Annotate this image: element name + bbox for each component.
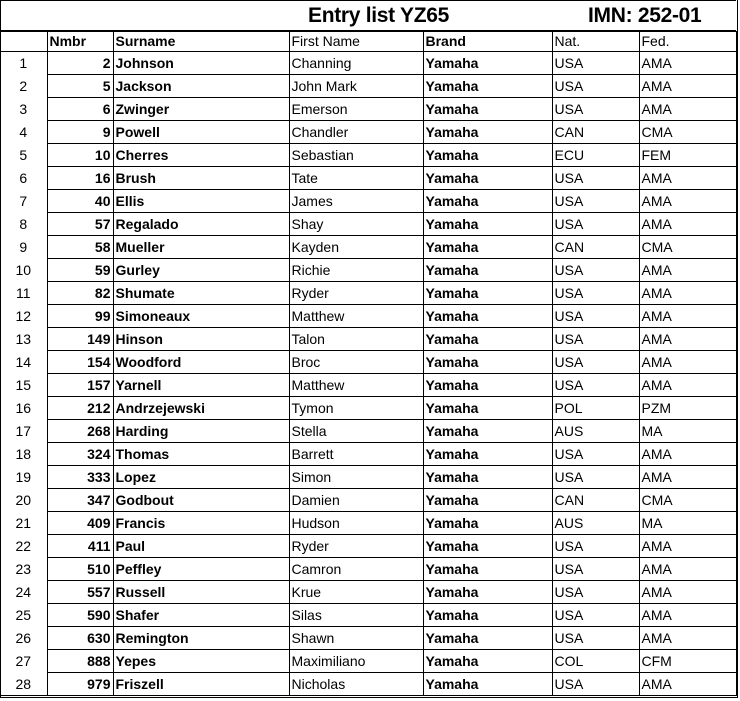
cell-first-name: Stella <box>289 420 423 443</box>
table-row <box>0 282 736 305</box>
table-row <box>0 535 736 558</box>
cell-rider-number: 57 <box>47 213 113 236</box>
cell-first-name: Damien <box>289 489 423 512</box>
cell-federation: AMA <box>639 443 736 466</box>
cell-surname: Ellis <box>113 190 289 213</box>
column-header-first-name: First Name <box>289 31 423 52</box>
cell-first-name: Nicholas <box>289 673 423 696</box>
cell-row-index: 14 <box>0 351 47 374</box>
table-row <box>0 604 736 627</box>
cell-nationality: USA <box>552 190 639 213</box>
cell-row-index: 22 <box>0 535 47 558</box>
cell-surname: Hinson <box>113 328 289 351</box>
cell-rider-number: 324 <box>47 443 113 466</box>
page-title: Entry list YZ65 <box>308 4 450 27</box>
cell-nationality: USA <box>552 443 639 466</box>
table-row <box>0 75 736 98</box>
cell-first-name: Silas <box>289 604 423 627</box>
cell-brand: Yamaha <box>423 604 552 627</box>
cell-row-index: 8 <box>0 213 47 236</box>
column-header-index <box>0 31 47 52</box>
cell-row-index: 5 <box>0 144 47 167</box>
cell-surname: Peffley <box>113 558 289 581</box>
cell-row-index: 6 <box>0 167 47 190</box>
cell-brand: Yamaha <box>423 489 552 512</box>
cell-first-name: Camron <box>289 558 423 581</box>
cell-federation: AMA <box>639 328 736 351</box>
cell-federation: PZM <box>639 397 736 420</box>
cell-federation: AMA <box>639 305 736 328</box>
cell-first-name: Richie <box>289 259 423 282</box>
cell-brand: Yamaha <box>423 259 552 282</box>
cell-brand: Yamaha <box>423 213 552 236</box>
cell-brand: Yamaha <box>423 75 552 98</box>
cell-brand: Yamaha <box>423 650 552 673</box>
cell-rider-number: 149 <box>47 328 113 351</box>
cell-nationality: USA <box>552 98 639 121</box>
cell-federation: AMA <box>639 213 736 236</box>
cell-federation: AMA <box>639 535 736 558</box>
cell-row-index: 15 <box>0 374 47 397</box>
cell-nationality: USA <box>552 535 639 558</box>
cell-rider-number: 212 <box>47 397 113 420</box>
cell-rider-number: 333 <box>47 466 113 489</box>
cell-row-index: 10 <box>0 259 47 282</box>
cell-first-name: Sebastian <box>289 144 423 167</box>
cell-nationality: AUS <box>552 512 639 535</box>
cell-row-index: 20 <box>0 489 47 512</box>
cell-first-name: Matthew <box>289 305 423 328</box>
column-header-nationality: Nat. <box>552 31 639 52</box>
cell-first-name: Maximiliano <box>289 650 423 673</box>
cell-nationality: USA <box>552 213 639 236</box>
table-row <box>0 351 736 374</box>
cell-nationality: USA <box>552 282 639 305</box>
cell-surname: Thomas <box>113 443 289 466</box>
cell-row-index: 21 <box>0 512 47 535</box>
cell-federation: AMA <box>639 259 736 282</box>
cell-nationality: USA <box>552 604 639 627</box>
cell-surname: Lopez <box>113 466 289 489</box>
table-row <box>0 673 736 696</box>
table-row <box>0 581 736 604</box>
cell-federation: AMA <box>639 282 736 305</box>
cell-row-index: 4 <box>0 121 47 144</box>
cell-row-index: 19 <box>0 466 47 489</box>
cell-brand: Yamaha <box>423 443 552 466</box>
cell-row-index: 18 <box>0 443 47 466</box>
cell-federation: AMA <box>639 374 736 397</box>
cell-surname: Brush <box>113 167 289 190</box>
cell-row-index: 1 <box>0 52 47 75</box>
cell-row-index: 27 <box>0 650 47 673</box>
cell-brand: Yamaha <box>423 52 552 75</box>
table-row <box>0 374 736 397</box>
cell-nationality: CAN <box>552 236 639 259</box>
cell-row-index: 13 <box>0 328 47 351</box>
cell-rider-number: 590 <box>47 604 113 627</box>
cell-rider-number: 979 <box>47 673 113 696</box>
cell-brand: Yamaha <box>423 512 552 535</box>
cell-brand: Yamaha <box>423 420 552 443</box>
cell-surname: Godbout <box>113 489 289 512</box>
cell-first-name: Ryder <box>289 535 423 558</box>
cell-nationality: USA <box>552 466 639 489</box>
cell-surname: Paul <box>113 535 289 558</box>
cell-brand: Yamaha <box>423 305 552 328</box>
cell-surname: Simoneaux <box>113 305 289 328</box>
table-row <box>0 259 736 282</box>
cell-first-name: Emerson <box>289 98 423 121</box>
cell-surname: Shafer <box>113 604 289 627</box>
cell-surname: Harding <box>113 420 289 443</box>
cell-nationality: USA <box>552 167 639 190</box>
cell-rider-number: 40 <box>47 190 113 213</box>
cell-brand: Yamaha <box>423 627 552 650</box>
table-row <box>0 397 736 420</box>
table-row <box>0 558 736 581</box>
cell-federation: MA <box>639 420 736 443</box>
cell-nationality: USA <box>552 75 639 98</box>
cell-row-index: 3 <box>0 98 47 121</box>
cell-rider-number: 347 <box>47 489 113 512</box>
cell-first-name: Shay <box>289 213 423 236</box>
cell-rider-number: 2 <box>47 52 113 75</box>
table-row <box>0 443 736 466</box>
cell-brand: Yamaha <box>423 328 552 351</box>
cell-rider-number: 59 <box>47 259 113 282</box>
cell-surname: Francis <box>113 512 289 535</box>
cell-row-index: 11 <box>0 282 47 305</box>
cell-first-name: Hudson <box>289 512 423 535</box>
cell-federation: AMA <box>639 98 736 121</box>
cell-surname: Russell <box>113 581 289 604</box>
cell-federation: AMA <box>639 558 736 581</box>
table-header-row <box>0 31 736 52</box>
imn-number: IMN: 252-01 <box>588 4 702 27</box>
cell-brand: Yamaha <box>423 581 552 604</box>
cell-first-name: Kayden <box>289 236 423 259</box>
cell-surname: Regalado <box>113 213 289 236</box>
cell-brand: Yamaha <box>423 144 552 167</box>
cell-nationality: USA <box>552 581 639 604</box>
table-row <box>0 328 736 351</box>
table-row <box>0 121 736 144</box>
table-row <box>0 236 736 259</box>
cell-surname: Remington <box>113 627 289 650</box>
cell-first-name: Barrett <box>289 443 423 466</box>
cell-rider-number: 268 <box>47 420 113 443</box>
cell-row-index: 26 <box>0 627 47 650</box>
cell-rider-number: 888 <box>47 650 113 673</box>
cell-brand: Yamaha <box>423 121 552 144</box>
cell-first-name: Krue <box>289 581 423 604</box>
cell-nationality: AUS <box>552 420 639 443</box>
cell-brand: Yamaha <box>423 167 552 190</box>
cell-row-index: 12 <box>0 305 47 328</box>
cell-federation: CMA <box>639 121 736 144</box>
cell-brand: Yamaha <box>423 190 552 213</box>
cell-surname: Gurley <box>113 259 289 282</box>
cell-surname: Cherres <box>113 144 289 167</box>
cell-row-index: 2 <box>0 75 47 98</box>
cell-row-index: 23 <box>0 558 47 581</box>
cell-surname: Shumate <box>113 282 289 305</box>
cell-rider-number: 557 <box>47 581 113 604</box>
column-header-brand: Brand <box>423 31 552 52</box>
cell-brand: Yamaha <box>423 558 552 581</box>
cell-federation: AMA <box>639 190 736 213</box>
cell-brand: Yamaha <box>423 397 552 420</box>
cell-rider-number: 9 <box>47 121 113 144</box>
table-row <box>0 420 736 443</box>
cell-first-name: James <box>289 190 423 213</box>
cell-nationality: USA <box>552 52 639 75</box>
table-row <box>0 305 736 328</box>
cell-row-index: 17 <box>0 420 47 443</box>
cell-row-index: 25 <box>0 604 47 627</box>
cell-rider-number: 5 <box>47 75 113 98</box>
cell-rider-number: 411 <box>47 535 113 558</box>
cell-brand: Yamaha <box>423 374 552 397</box>
cell-first-name: Ryder <box>289 282 423 305</box>
cell-brand: Yamaha <box>423 351 552 374</box>
cell-first-name: Channing <box>289 52 423 75</box>
cell-federation: FEM <box>639 144 736 167</box>
cell-federation: CFM <box>639 650 736 673</box>
cell-first-name: Tymon <box>289 397 423 420</box>
cell-row-index: 9 <box>0 236 47 259</box>
cell-first-name: Broc <box>289 351 423 374</box>
cell-rider-number: 99 <box>47 305 113 328</box>
cell-surname: Andrzejewski <box>113 397 289 420</box>
cell-rider-number: 6 <box>47 98 113 121</box>
cell-surname: Zwinger <box>113 98 289 121</box>
column-header-number: Nmbr <box>47 31 113 52</box>
cell-rider-number: 630 <box>47 627 113 650</box>
cell-federation: AMA <box>639 52 736 75</box>
cell-surname: Woodford <box>113 351 289 374</box>
table-row <box>0 489 736 512</box>
cell-surname: Yepes <box>113 650 289 673</box>
cell-rider-number: 510 <box>47 558 113 581</box>
cell-row-index: 7 <box>0 190 47 213</box>
cell-nationality: CAN <box>552 121 639 144</box>
cell-first-name: John Mark <box>289 75 423 98</box>
cell-nationality: CAN <box>552 489 639 512</box>
cell-row-index: 24 <box>0 581 47 604</box>
cell-surname: Mueller <box>113 236 289 259</box>
cell-nationality: USA <box>552 558 639 581</box>
cell-surname: Jackson <box>113 75 289 98</box>
cell-federation: CMA <box>639 236 736 259</box>
cell-first-name: Tate <box>289 167 423 190</box>
cell-federation: MA <box>639 512 736 535</box>
cell-first-name: Matthew <box>289 374 423 397</box>
cell-nationality: USA <box>552 305 639 328</box>
cell-nationality: USA <box>552 259 639 282</box>
cell-federation: AMA <box>639 604 736 627</box>
cell-nationality: USA <box>552 374 639 397</box>
table-row <box>0 190 736 213</box>
cell-rider-number: 10 <box>47 144 113 167</box>
cell-federation: AMA <box>639 167 736 190</box>
table-row <box>0 144 736 167</box>
cell-first-name: Simon <box>289 466 423 489</box>
table-row <box>0 512 736 535</box>
cell-rider-number: 58 <box>47 236 113 259</box>
cell-brand: Yamaha <box>423 673 552 696</box>
cell-federation: AMA <box>639 627 736 650</box>
cell-federation: AMA <box>639 466 736 489</box>
cell-nationality: ECU <box>552 144 639 167</box>
entry-table <box>0 31 737 696</box>
cell-brand: Yamaha <box>423 282 552 305</box>
cell-rider-number: 157 <box>47 374 113 397</box>
cell-nationality: USA <box>552 673 639 696</box>
cell-federation: AMA <box>639 673 736 696</box>
cell-surname: Friszell <box>113 673 289 696</box>
cell-first-name: Shawn <box>289 627 423 650</box>
cell-nationality: USA <box>552 328 639 351</box>
table-row <box>0 167 736 190</box>
cell-brand: Yamaha <box>423 98 552 121</box>
cell-surname: Powell <box>113 121 289 144</box>
table-row <box>0 98 736 121</box>
column-header-surname: Surname <box>113 31 289 52</box>
cell-rider-number: 409 <box>47 512 113 535</box>
table-row <box>0 466 736 489</box>
cell-nationality: POL <box>552 397 639 420</box>
cell-surname: Johnson <box>113 52 289 75</box>
cell-nationality: USA <box>552 351 639 374</box>
cell-federation: AMA <box>639 75 736 98</box>
column-header-federation: Fed. <box>639 31 736 52</box>
cell-brand: Yamaha <box>423 236 552 259</box>
cell-rider-number: 82 <box>47 282 113 305</box>
cell-rider-number: 154 <box>47 351 113 374</box>
table-row <box>0 213 736 236</box>
cell-brand: Yamaha <box>423 535 552 558</box>
cell-federation: AMA <box>639 351 736 374</box>
cell-nationality: USA <box>552 627 639 650</box>
title-row <box>0 0 736 32</box>
cell-first-name: Chandler <box>289 121 423 144</box>
cell-federation: CMA <box>639 489 736 512</box>
table-row <box>0 650 736 673</box>
cell-row-index: 28 <box>0 673 47 696</box>
cell-first-name: Talon <box>289 328 423 351</box>
table-row <box>0 627 736 650</box>
cell-row-index: 16 <box>0 397 47 420</box>
cell-federation: AMA <box>639 581 736 604</box>
cell-brand: Yamaha <box>423 466 552 489</box>
table-row <box>0 52 736 75</box>
cell-surname: Yarnell <box>113 374 289 397</box>
cell-rider-number: 16 <box>47 167 113 190</box>
cell-nationality: COL <box>552 650 639 673</box>
